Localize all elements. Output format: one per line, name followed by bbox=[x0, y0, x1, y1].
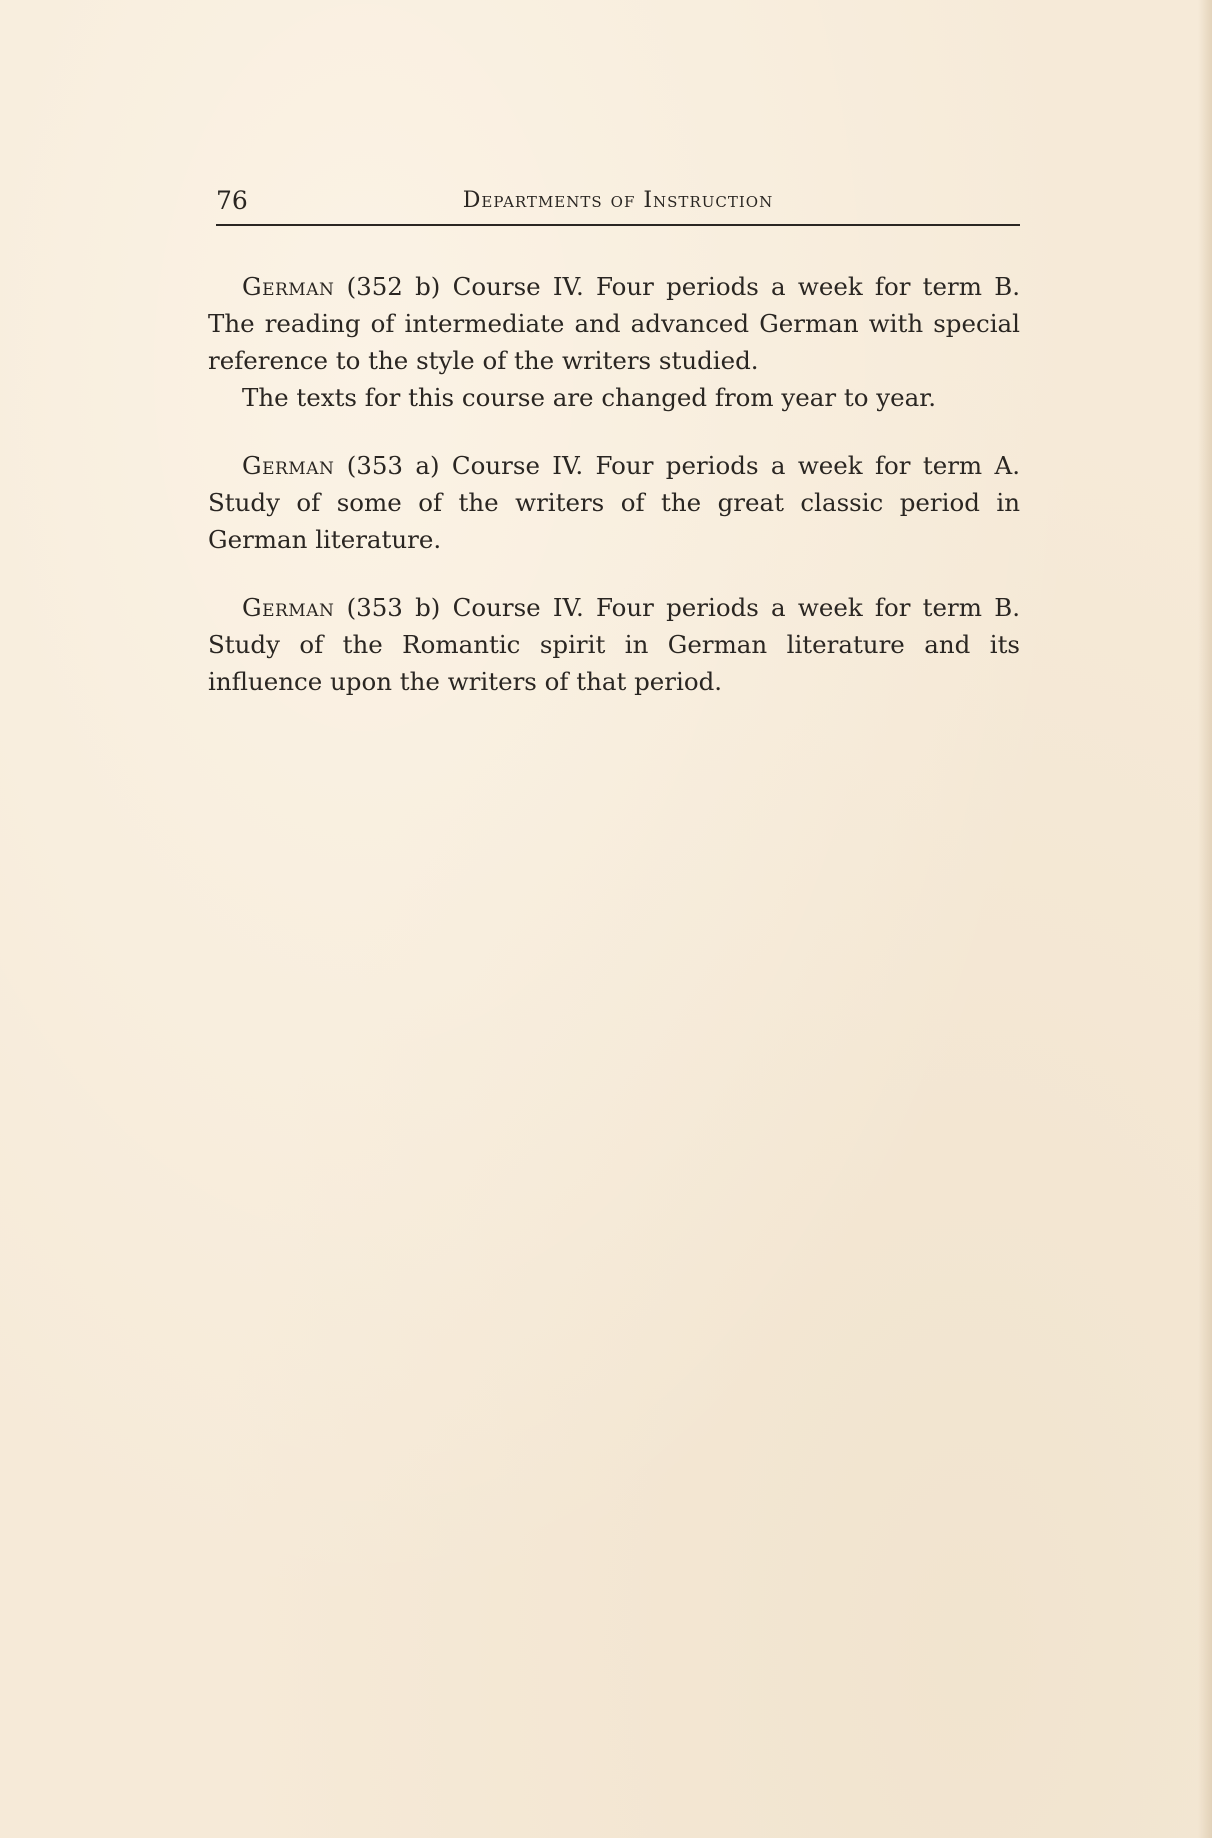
course-note: The texts for this course are changed from year to year. bbox=[242, 383, 937, 412]
course-entry bbox=[208, 589, 1020, 700]
course-subject: German bbox=[242, 451, 335, 480]
course-description bbox=[208, 589, 1020, 700]
course-description bbox=[208, 447, 1020, 558]
page-number: 76 bbox=[216, 186, 248, 215]
course-list bbox=[208, 268, 1020, 731]
course-subject: German bbox=[242, 272, 335, 301]
course-subject: German bbox=[242, 593, 335, 622]
running-head bbox=[216, 186, 1020, 226]
course-entry bbox=[208, 447, 1020, 558]
course-description bbox=[208, 268, 1020, 379]
course-text: (352 b) Course IV. Four periods a week for term B. The reading of intermediate and advanced German with special reference to the style of the writers studied. bbox=[208, 272, 1020, 375]
page-edge-shadow bbox=[1198, 0, 1212, 1838]
course-entry bbox=[208, 268, 1020, 416]
course-text: (353 b) Course IV. Four periods a week for term B. Study of the Romantic spirit in German literature and its influence upon the writers of that period. bbox=[208, 593, 1020, 696]
course-text: (353 a) Course IV. Four periods a week for term A. Study of some of the writers of the great classic period in German literature. bbox=[208, 451, 1020, 554]
running-head-title: Departments of Instruction bbox=[462, 188, 774, 213]
